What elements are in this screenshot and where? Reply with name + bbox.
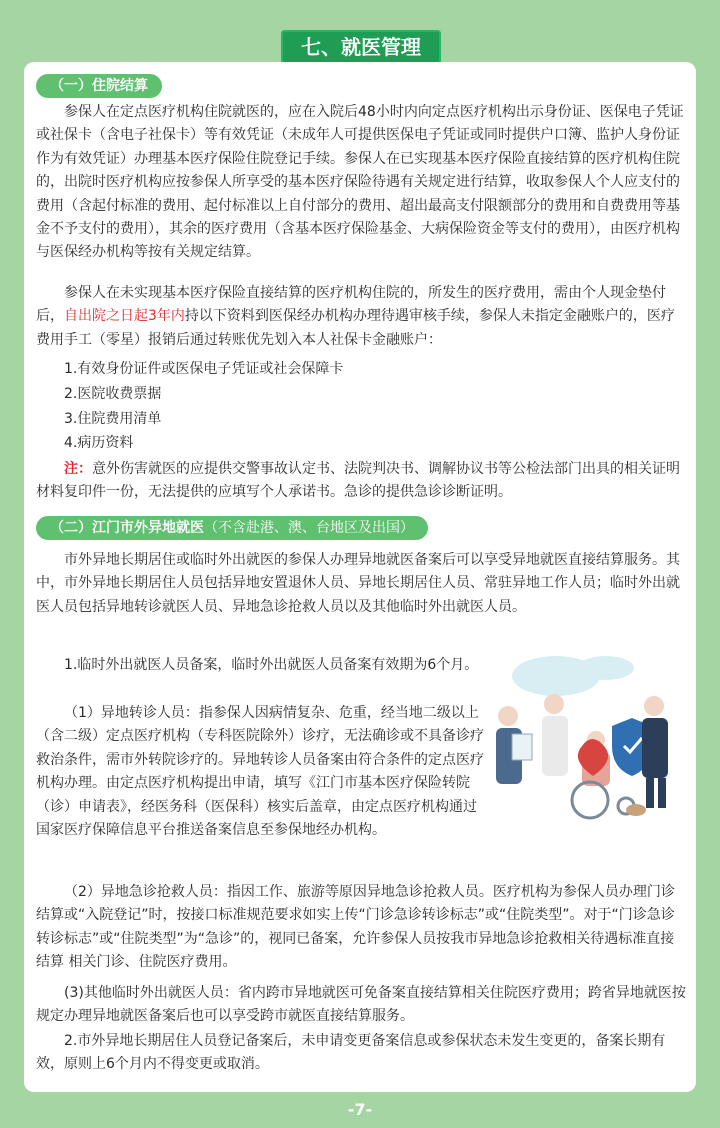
- list-item: 4.病历资料: [64, 435, 134, 451]
- page-number: -7-: [347, 1100, 373, 1119]
- list-item: 1.有效身份证件或医保电子凭证或社会保障卡: [64, 361, 344, 377]
- para2-text-b: 持以下资料到医保经办机构办理待遇审核手续，参保人未指定金融账户的，医疗费用手工（零星）报销后通过转账优先划入本人社保卡金融账户：: [36, 308, 675, 348]
- section2-para3: （1）异地转诊人员：指参保人因病情复杂、危重，经当地二级以上（含二级）定点医疗机构（专科医院除外）诊疗，无法确诊或不具备诊疗救治条件，需市外转院诊疗的。异地转诊人员备案由符合条件的定点医疗机构办理。由定点医疗机构提出申请，填写《江门市基本医疗保险转院（诊）申请表》，经医务科（医保科）核实后盖章，由定点医疗机构通过国家医疗保障信息平台推送备案信息至参保地经办机构。: [36, 705, 484, 839]
- note-text: 意外伤害就医的应提供交警事故认定书、法院判决书、调解协议书等公检法部门出具的相关证明材料复印件一份，无法提供的应填写个人承诺书。急诊的提供急诊诊断证明。: [36, 461, 680, 501]
- list-item: 2.医院收费票据: [64, 386, 162, 402]
- medical-care-illustration: [486, 654, 690, 824]
- section2-heading-sub: （不含赴港、澳、台地区及出国）: [204, 520, 414, 536]
- section1-para1: 参保人在定点医疗机构住院就医的，应在入院后48小时内向定点医疗机构出示身份证、医保电子凭证或社保卡（含电子社保卡）等有效凭证（未成年人可提供医保电子凭证或同时提供户口簿、监护人身份证作为有效凭证）办理基本医疗保险住院登记手续。参保人在已实现基本医疗保险直接结算的医疗机构住院的，出院时医疗机构应按参保人所享受的基本医疗保险待遇有关规定进行结算，收取参保人个人应支付的费用（含起付标准的费用、起付标准以上自付部分的费用、超出最高支付限额部分的费用和自费费用等基金不予支付的费用），其余的医疗费用（含基本医疗保险基金、大病保险资金等支付的费用），由医疗机构与医保经办机构等按有关规定结算。: [36, 104, 684, 261]
- section1-para2: [36, 282, 686, 352]
- section2-para2: 1.临时外出就医人员备案，临时外出就医人员备案有效期为6个月。: [64, 657, 479, 673]
- section2-para4: （2）异地急诊抢救人员：指因工作、旅游等原因异地急诊抢救人员。医疗机构为参保人员办理门诊结算或“入院登记”时，按接口标准规范要求如实上传“门诊急诊转诊标志”或“住院类型”。对于“门诊急诊转诊标志”或“住院类型”为“急诊”的，视同已备案，允许参保人员按我市异地急诊抢救相关待遇标准直接结算 相关门诊、住院医疗费用。: [36, 884, 675, 971]
- section2-heading-main: （二）江门市外异地就医: [50, 520, 204, 536]
- para2-text-a: 参保人在未实现基本医疗保险直接结算的医疗机构住院的，所发生的医疗费用，需由个人现金垫付后，: [36, 285, 666, 325]
- section2-para5: (3)其他临时外出就医人员：省内跨市异地就医可免备案直接结算相关住院医疗费用；跨省异地就医按规定办理异地就医备案后也可以享受跨市就医直接结算服务。: [36, 985, 686, 1025]
- section2-para1: 市外异地长期居住或临时外出就医的参保人办理异地就医备案后可以享受异地就医直接结算服务。其中，市外异地长期居住人员包括异地安置退休人员、异地长期居住人员、常驻异地工作人员；临时外出就医人员包括异地转诊就医人员、异地急诊抢救人员以及其他临时外出就医人员。: [36, 552, 680, 615]
- section2-para6: 2.市外异地长期居住人员登记备案后，未申请变更备案信息或参保状态未发生变更的，备案长期有效，原则上6个月内不得变更或取消。: [36, 1033, 666, 1073]
- deadline-highlight: 自出院之日起3年内: [64, 308, 185, 325]
- page-title: 七、就医管理: [281, 30, 441, 64]
- list-item: 3.住院费用清单: [64, 411, 162, 427]
- section1-note: [36, 458, 686, 505]
- section1-heading: （一）住院结算: [36, 74, 162, 98]
- note-label: 注：: [64, 461, 92, 477]
- section2-heading: [36, 516, 428, 540]
